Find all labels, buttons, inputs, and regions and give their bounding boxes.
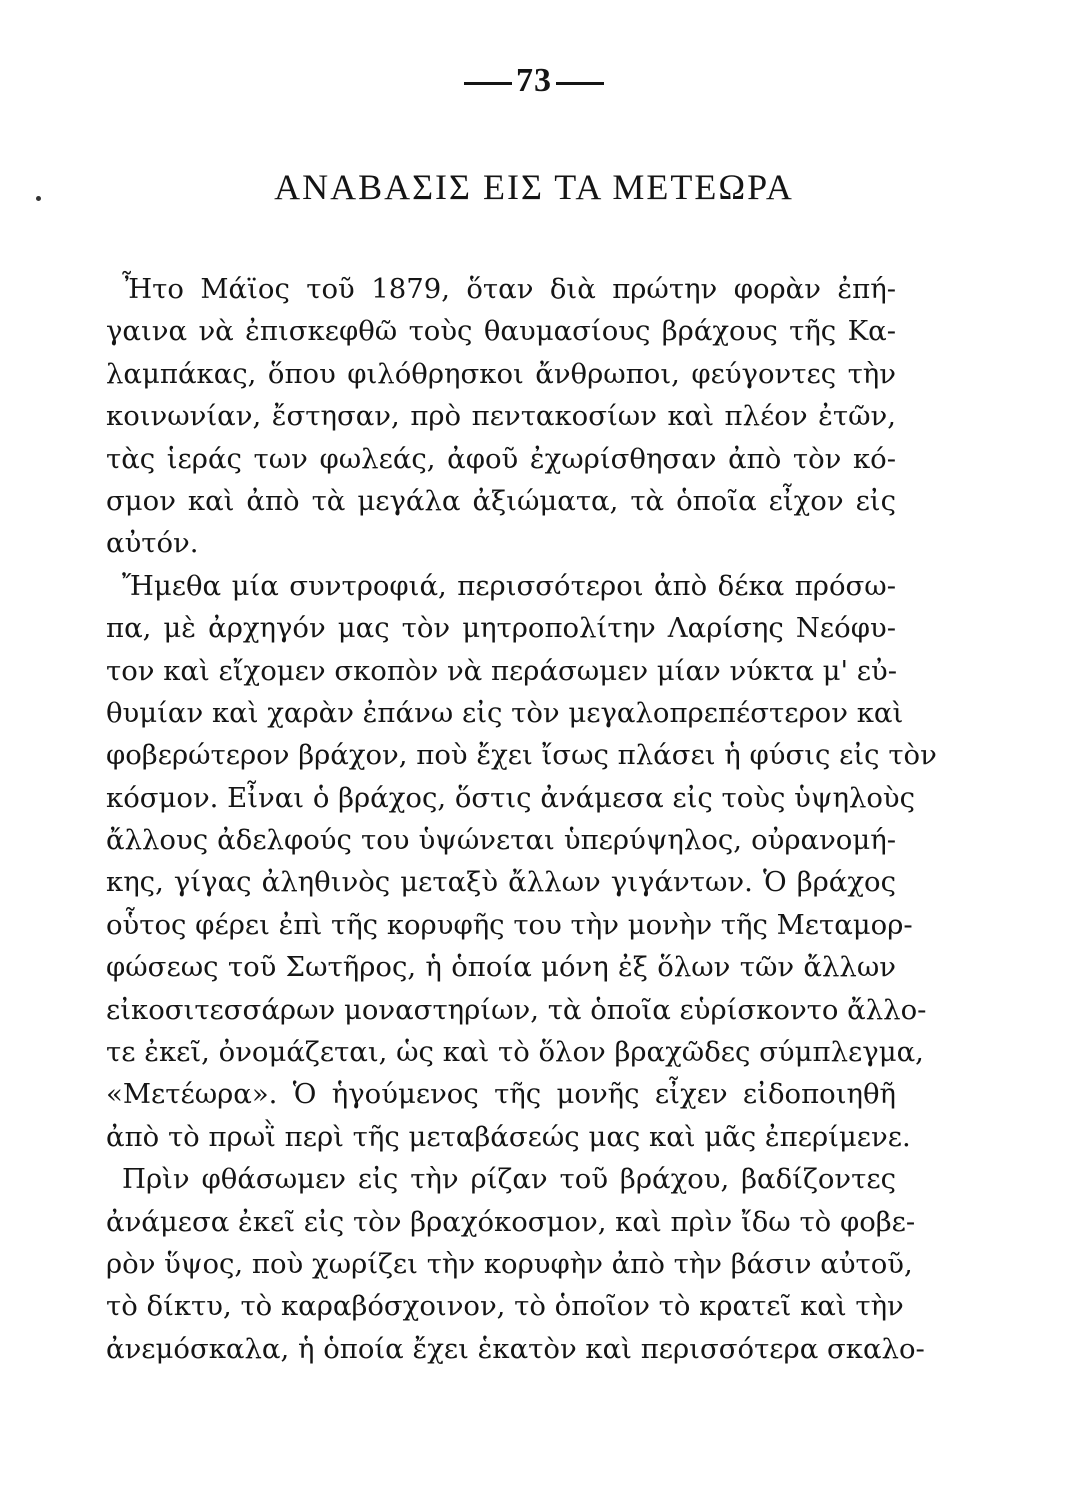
text-line: λαμπάκας, ὅπου φιλόθρησκοι ἄνθρωποι, φεύγοντες τὴν (106, 357, 896, 390)
text-line: «Μετέωρα». Ὁ ἡγούμενος τῆς μονῆς εἶχεν εἰδοποιηθῆ (106, 1078, 896, 1111)
text-line: τον καὶ εἴχομεν σκοπὸν νὰ περάσωμεν μίαν νύκτα μ' εὐ- (106, 654, 898, 687)
text-line: φώσεως τοῦ Σωτῆρος, ἡ ὁποία μόνη ἐξ ὅλων τῶν ἄλλων (106, 951, 896, 984)
text-line: οὗτος φέρει ἐπὶ τῆς κορυφῆς του τὴν μονὴν τῆς Μεταμορ- (106, 908, 913, 941)
text-line: Πρὶν φθάσωμεν εἰς τὴν ρίζαν τοῦ βράχου, βαδίζοντες (122, 1163, 896, 1196)
text-line: τὰς ἱεράς των φωλεάς, ἀφοῦ ἐχωρίσθησαν ἀπὸ τὸν κό- (106, 442, 896, 475)
text-line: Ἦτο Μάϊος τοῦ 1879, ὅταν διὰ πρώτην φορὰν ἐπή- (122, 273, 896, 305)
text-line: ἄλλους ἀδελφούς του ὑψώνεται ὑπερύψηλος, οὐρανομή- (106, 824, 896, 857)
text-line: ἀπὸ τὸ πρωῒ περὶ τῆς μεταβάσεώς μας καὶ μᾶς ἐπερίμενε. (106, 1120, 911, 1153)
text-line: θυμίαν καὶ χαρὰν ἐπάνω εἰς τὸν μεγαλοπρεπέστερον καὶ (106, 696, 904, 729)
text-line: κης, γίγας ἀληθινὸς μεταξὺ ἄλλων γιγάντων. Ὁ βράχος (106, 866, 896, 899)
text-line: φοβερώτερον βράχον, ποὺ ἔχει ἴσως πλάσει ἡ φύσις εἰς τὸν (106, 739, 937, 772)
text-line: γαινα νὰ ἐπισκεφθῶ τοὺς θαυμασίους βράχους τῆς Κα- (106, 315, 896, 348)
page-number-dash-left (464, 82, 512, 85)
text-line: κοινωνίαν, ἔστησαν, πρὸ πεντακοσίων καὶ πλέον ἐτῶν, (106, 400, 896, 433)
page-number (0, 62, 1068, 100)
page-number-dash-right (556, 82, 604, 85)
text-line: ἀνεμόσκαλα, ἡ ὁποία ἔχει ἑκατὸν καὶ περισσότερα σκαλο- (106, 1332, 925, 1365)
text-line: κόσμον. Εἶναι ὁ βράχος, ὅστις ἀνάμεσα εἰς τοὺς ὑψηλοὺς (106, 781, 916, 814)
text-line: αὐτόν. (106, 527, 199, 560)
text-line: ἀνάμεσα ἐκεῖ εἰς τὸν βραχόκοσμον, καὶ πρὶν ἴδω τὸ φοβε- (106, 1205, 916, 1238)
text-line: τὸ δίκτυ, τὸ καραβόσχοινον, τὸ ὁποῖον τὸ κρατεῖ καὶ τὴν (106, 1290, 904, 1323)
body-text (106, 268, 937, 1370)
chapter-title: ΑΝΑΒΑΣΙΣ ΕΙΣ ΤΑ ΜΕΤΕΩΡΑ (274, 167, 794, 207)
text-line: τε ἐκεῖ, ὀνομάζεται, ὡς καὶ τὸ ὅλον βραχῶδες σύμπλεγμα, (106, 1036, 924, 1069)
text-line: σμον καὶ ἀπὸ τὰ μεγάλα ἀξιώματα, τὰ ὁποῖα εἶχον εἰς (106, 484, 896, 517)
text-line: πα, μὲ ἀρχηγόν μας τὸν μητροπολίτην Λαρίσης Νεόφυ- (106, 612, 896, 645)
page-number-value: 73 (516, 62, 552, 99)
text-line: Ἤμεθα μία συντροφιά, περισσότεροι ἀπὸ δέκα πρόσω- (122, 569, 896, 602)
text-line: εἰκοσιτεσσάρων μοναστηρίων, τὰ ὁποῖα εὑρίσκοντο ἄλλο- (106, 993, 927, 1026)
text-line: ρὸν ὕψος, ποὺ χωρίζει τὴν κορυφὴν ἀπὸ τὴν βάσιν αὐτοῦ, (106, 1247, 913, 1280)
